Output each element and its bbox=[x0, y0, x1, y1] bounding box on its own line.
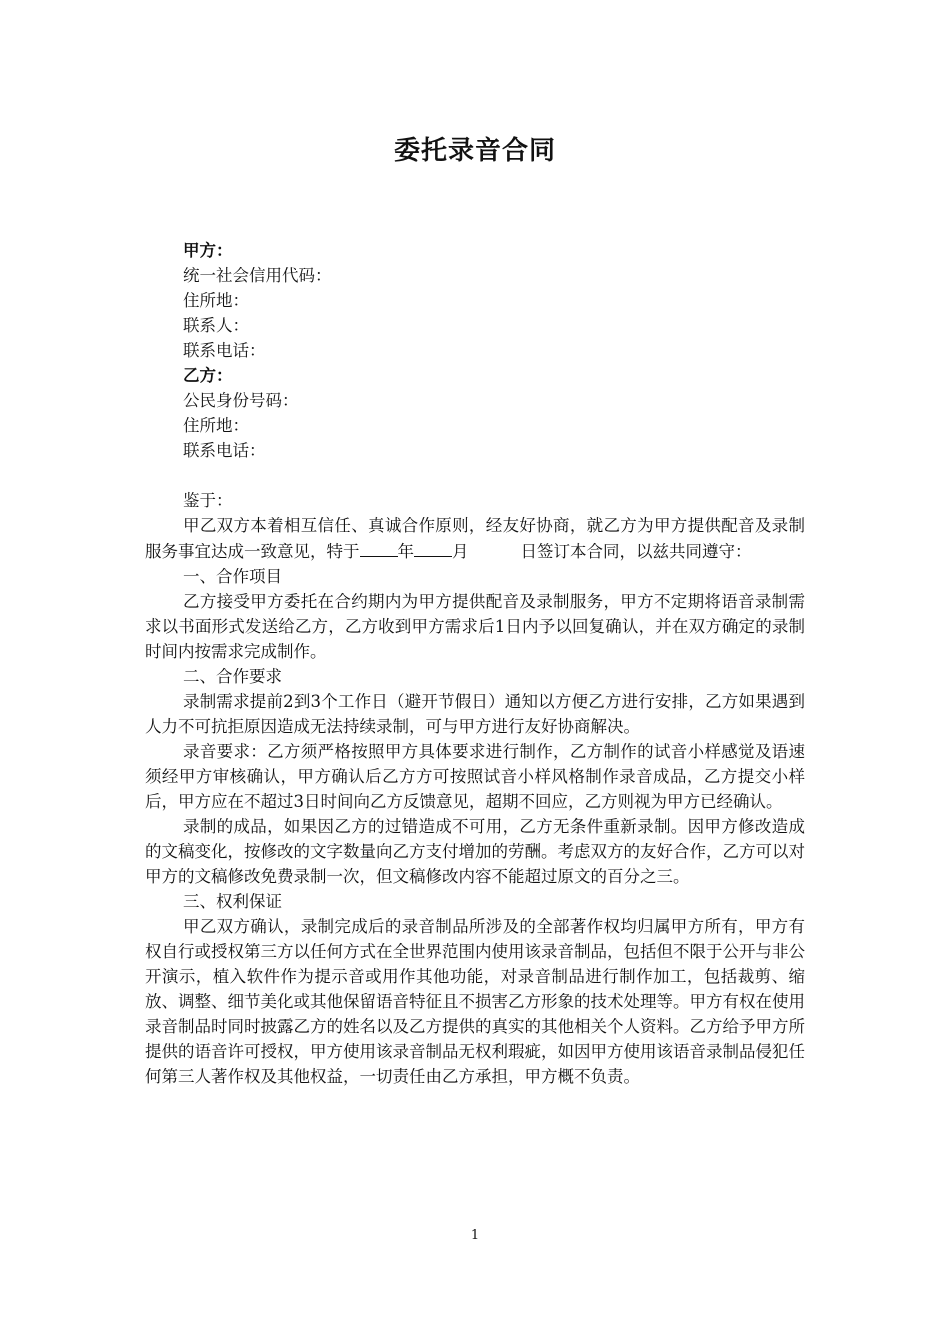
party-a-contact: 联系人： bbox=[183, 316, 249, 335]
whereas-label: 鉴于： bbox=[183, 491, 233, 510]
section-1-title: 一、合作项目 bbox=[183, 567, 282, 586]
party-b-phone: 联系电话： bbox=[183, 441, 266, 460]
section-2-title: 二、合作要求 bbox=[183, 667, 282, 686]
intro-text: 甲乙双方本着相互信任、真诚合作原则，经友好协商，就乙方为甲方提供配音及录制服务事宜达成一致意见，特于 bbox=[145, 516, 805, 561]
party-a-label: 甲方： bbox=[183, 241, 233, 260]
month-label: 月 bbox=[452, 542, 469, 561]
section-3-title: 三、权利保证 bbox=[183, 892, 282, 911]
party-a-address: 住所地： bbox=[183, 291, 249, 310]
party-a-phone: 联系电话： bbox=[183, 341, 266, 360]
party-a-credit-code: 统一社会信用代码： bbox=[183, 266, 332, 285]
section-2-paragraph-3: 录制的成品，如果因乙方的过错造成不可用，乙方无条件重新录制。因甲方修改造成的文稿变化，按修改的文字数量向乙方支付增加的劳酬。考虑双方的友好合作，乙方可以对甲方的文稿修改免费录制一次，但文稿修改内容不能超过原文的百分之三。 bbox=[145, 817, 805, 886]
section-1-paragraph: 乙方接受甲方委托在合约期内为甲方提供配音及录制服务，甲方不定期将语音录制需求以书面形式发送给乙方，乙方收到甲方需求后1日内予以回复确认，并在双方确定的录制时间内按需求完成制作。 bbox=[145, 592, 805, 661]
contract-body bbox=[145, 513, 805, 1089]
year-blank bbox=[360, 538, 398, 557]
section-3-paragraph: 甲乙双方确认，录制完成后的录音制品所涉及的全部著作权均归属甲方所有，甲方有权自行或授权第三方以任何方式在全世界范围内使用该录音制品，包括但不限于公开与非公开演示，植入软件作为提示音或用作其他功能，对录音制品进行制作加工，包括裁剪、缩放、调整、细节美化或其他保留语音特征且不损害乙方形象的技术处理等。甲方有权在使用录音制品时同时披露乙方的姓名以及乙方提供的真实的其他相关个人资料。乙方给予甲方所提供的语音许可授权，甲方使用该录音制品无权利瑕疵，如因甲方使用该语音录制品侵犯任何第三人著作权及其他权益，一切责任由乙方承担，甲方概不负责。 bbox=[145, 917, 805, 1086]
intro-paragraph bbox=[145, 513, 805, 564]
party-b-address: 住所地： bbox=[183, 416, 249, 435]
section-2-paragraph-2: 录音要求：乙方须严格按照甲方具体要求进行制作，乙方制作的试音小样感觉及语速须经甲方审核确认，甲方确认后乙方方可按照试音小样风格制作录音成品，乙方提交小样后，甲方应在不超过3日时间向乙方反馈意见，超期不回应，乙方则视为甲方已经确认。 bbox=[145, 742, 805, 811]
page-number: 1 bbox=[470, 1228, 480, 1243]
document-title: 委托录音合同 bbox=[393, 136, 556, 166]
party-b-id-number: 公民身份号码： bbox=[183, 391, 299, 410]
month-blank bbox=[414, 538, 452, 557]
year-label: 年 bbox=[397, 542, 414, 561]
intro-ending: 日签订本合同，以兹共同遵守： bbox=[520, 542, 752, 561]
section-2-paragraph-1: 录制需求提前2到3个工作日（避开节假日）通知以方便乙方进行安排，乙方如果遇到人力不可抗拒原因造成无法持续录制，可与甲方进行友好协商解决。 bbox=[145, 692, 805, 736]
party-b-label: 乙方： bbox=[183, 366, 233, 385]
